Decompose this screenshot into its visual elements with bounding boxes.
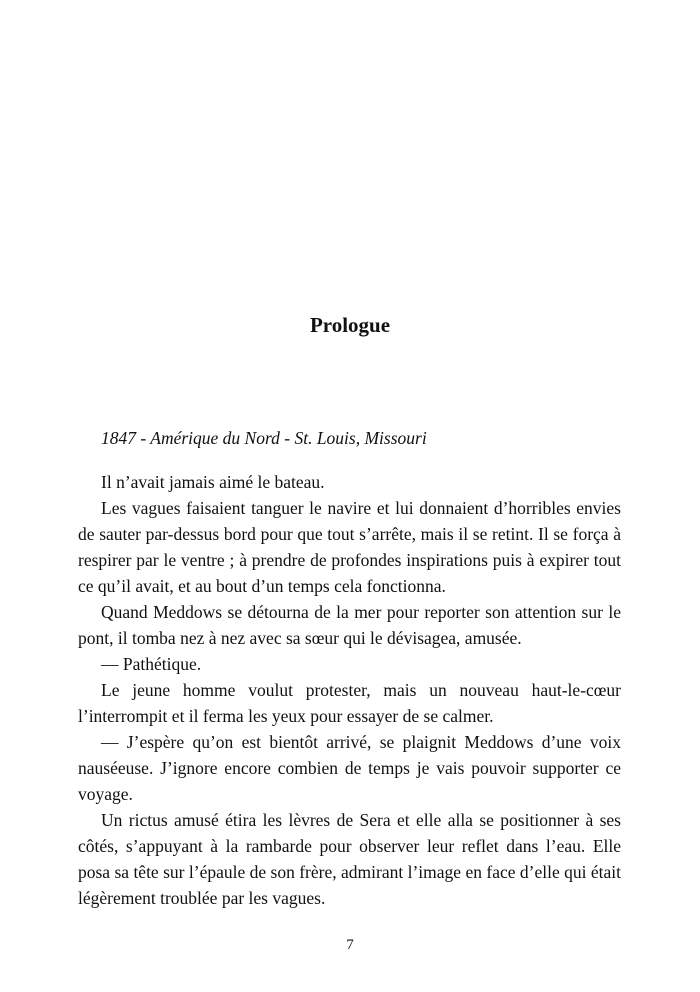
chapter-body [78, 469, 621, 911]
chapter-setting: 1847 - Amérique du Nord - St. Louis, Missouri [101, 428, 427, 448]
paragraph: — J’espère qu’on est bientôt arrivé, se plaignit Meddows d’une voix nauséeuse. J’ignore encore combien de temps je vais pouvoir supporter ce voyage. [78, 732, 621, 804]
paragraph: Il n’avait jamais aimé le bateau. [101, 472, 325, 492]
paragraph: Quand Meddows se détourna de la mer pour reporter son attention sur le pont, il tomba nez à nez avec sa sœur qui le dévisagea, amusée. [78, 602, 621, 648]
chapter-title: Prologue [309, 313, 391, 337]
paragraph: Les vagues faisaient tanguer le navire et lui donnaient d’horribles envies de sauter par-dessus bord pour que tout s’arrête, mais il se retint. Il se força à respirer par le ventre ; à prendre de profondes inspirations puis à expirer tout ce qu’il avait, et au bout d’un temps cela fonctionna. [78, 498, 621, 596]
paragraph: — Pathétique. [101, 654, 202, 674]
paragraph: Le jeune homme voulut protester, mais un nouveau haut-le-cœur l’interrompit et il ferma les yeux pour essayer de se calmer. [78, 680, 621, 726]
page-number: 7 [346, 937, 354, 953]
paragraph: Un rictus amusé étira les lèvres de Sera et elle alla se positionner à ses côtés, s’appuyant à la rambarde pour observer leur reflet dans l’eau. Elle posa sa tête sur l’épaule de son frère, admirant l’image en face d’elle qui était légèrement troublée par les vagues. [78, 810, 621, 908]
